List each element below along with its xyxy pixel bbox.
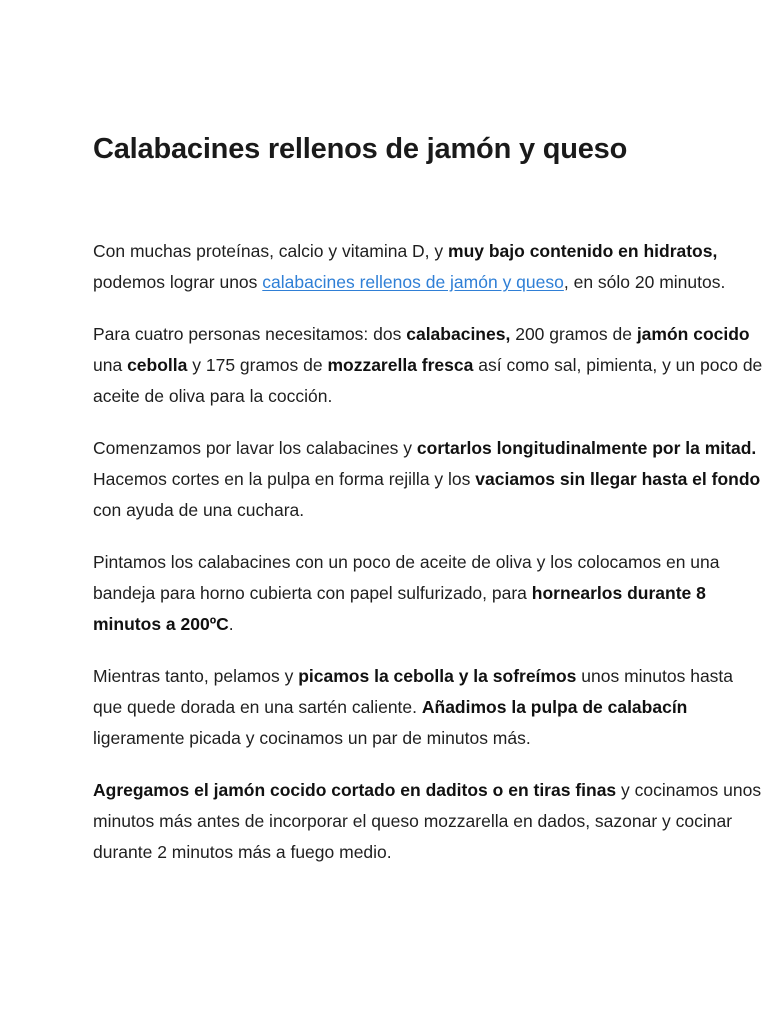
article-paragraph <box>93 433 768 526</box>
text-run: . <box>228 614 234 634</box>
bold-text: Agregamos el jamón cocido cortado en daditos o en tiras finas <box>93 780 617 800</box>
paragraph-line <box>93 319 768 350</box>
text-run: y 175 gramos de <box>187 355 328 375</box>
text-run: que quede dorada en una sartén caliente. <box>93 697 422 717</box>
article-paragraph <box>93 319 768 412</box>
paragraph-line <box>93 464 768 495</box>
bold-text: muy bajo contenido en hidratos, <box>448 241 718 261</box>
paragraph-line <box>93 837 768 868</box>
paragraph-line <box>93 547 768 578</box>
paragraph-line <box>93 723 768 754</box>
text-run: bandeja para horno cubierta con papel sulfurizado, para <box>93 583 532 603</box>
article <box>93 130 768 889</box>
paragraph-line <box>93 661 768 692</box>
paragraph-line <box>93 692 768 723</box>
paragraph-line <box>93 578 768 609</box>
text-run: minutos más antes de incorporar el queso mozzarella en dados, sazonar y cocinar <box>93 811 733 831</box>
bold-text: minutos a 200ºC <box>93 614 229 634</box>
text-run: una <box>93 355 128 375</box>
bold-text: jamón cocido <box>636 324 750 344</box>
recipe-link[interactable]: calabacines rellenos de jamón y queso <box>262 272 564 292</box>
article-paragraph <box>93 775 768 868</box>
text-run: ligeramente picada y cocinamos un par de minutos más. <box>93 728 531 748</box>
bold-text: Añadimos la pulpa de calabacín <box>421 697 688 717</box>
text-run: podemos lograr unos <box>93 272 263 292</box>
text-run: Mientras tanto, pelamos y <box>93 666 299 686</box>
bold-text: calabacines, <box>406 324 511 344</box>
text-run: Para cuatro personas necesitamos: dos <box>93 324 407 344</box>
text-run: , en sólo 20 minutos. <box>563 272 726 292</box>
paragraph-line <box>93 775 768 806</box>
paragraph-line <box>93 350 768 381</box>
text-run: aceite de oliva para la cocción. <box>93 386 333 406</box>
text-run: unos minutos hasta <box>576 666 734 686</box>
text-run: 200 gramos de <box>510 324 637 344</box>
paragraph-line <box>93 609 768 640</box>
bold-text: mozzarella fresca <box>327 355 474 375</box>
bold-text: hornearlos durante 8 <box>531 583 706 603</box>
bold-text: cebolla <box>127 355 188 375</box>
text-run: así como sal, pimienta, y un poco de <box>473 355 763 375</box>
paragraph-line <box>93 433 768 464</box>
paragraph-line <box>93 236 768 267</box>
text-run: con ayuda de una cuchara. <box>93 500 305 520</box>
text-run: Hacemos cortes en la pulpa en forma rejilla y los <box>93 469 476 489</box>
article-paragraph <box>93 236 768 298</box>
text-run: y cocinamos unos <box>616 780 762 800</box>
article-paragraph <box>93 547 768 640</box>
bold-text: vaciamos sin llegar hasta el fondo <box>475 469 761 489</box>
paragraph-line <box>93 267 768 298</box>
article-body <box>93 236 768 868</box>
bold-text: picamos la cebolla y la sofreímos <box>298 666 577 686</box>
text-run: Con muchas proteínas, calcio y vitamina D, y <box>93 241 449 261</box>
text-run: durante 2 minutos más a fuego medio. <box>93 842 392 862</box>
article-title: Calabacines rellenos de jamón y queso <box>93 133 628 165</box>
text-run: Comenzamos por lavar los calabacines y <box>93 438 417 458</box>
paragraph-line <box>93 806 768 837</box>
bold-text: cortarlos longitudinalmente por la mitad. <box>416 438 757 458</box>
article-paragraph <box>93 661 768 754</box>
paragraph-line <box>93 495 768 526</box>
paragraph-line <box>93 381 768 412</box>
text-run: Pintamos los calabacines con un poco de aceite de oliva y los colocamos en una <box>93 552 720 572</box>
